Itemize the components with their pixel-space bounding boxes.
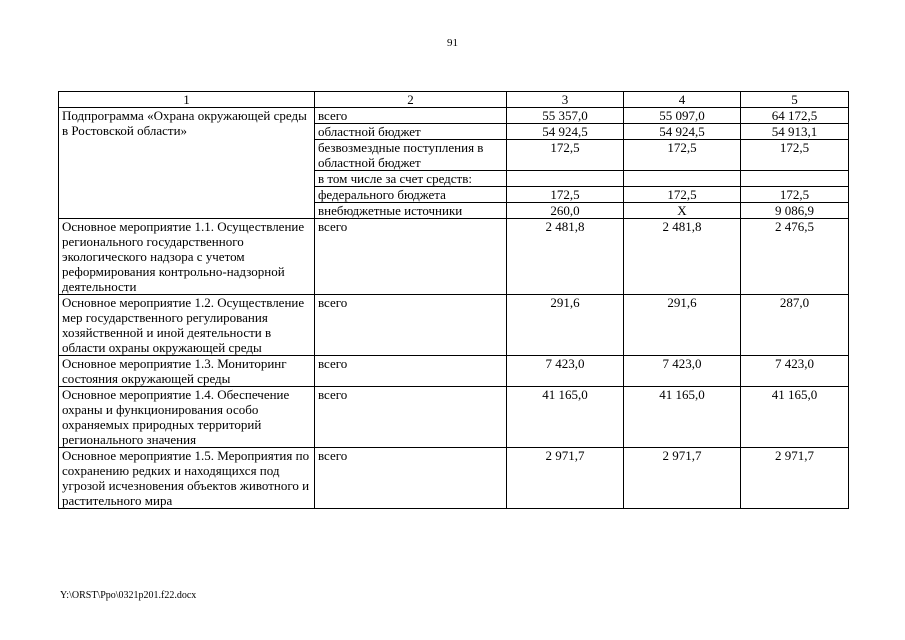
value-cell: 172,5 <box>624 187 741 203</box>
value-cell: 172,5 <box>741 187 849 203</box>
activity-name: Основное мероприятие 1.1. Осуществление регионального государственного экологического надзора с учетом реформирования контрольно-надзорной деятельности <box>59 219 315 295</box>
value-cell: 54 924,5 <box>624 124 741 140</box>
value-cell: 172,5 <box>741 140 849 171</box>
value-cell: 54 924,5 <box>507 124 624 140</box>
header-cell: 1 <box>59 92 315 108</box>
source-label: всего <box>315 219 507 295</box>
value-cell: 291,6 <box>507 295 624 356</box>
activity-name: Основное мероприятие 1.5. Мероприятия по сохранению редких и находящихся под угрозой исчезновения объектов животного и растительного мира <box>59 448 315 509</box>
value-cell: 172,5 <box>507 140 624 171</box>
page-number: 91 <box>447 37 458 49</box>
table-row <box>59 219 849 295</box>
value-cell: 54 913,1 <box>741 124 849 140</box>
header-cell: 2 <box>315 92 507 108</box>
source-label: всего <box>315 356 507 387</box>
value-cell: 2 971,7 <box>741 448 849 509</box>
source-label: всего <box>315 387 507 448</box>
source-label: всего <box>315 108 507 124</box>
value-cell: 64 172,5 <box>741 108 849 124</box>
header-cell: 3 <box>507 92 624 108</box>
value-cell: 9 086,9 <box>741 203 849 219</box>
value-cell: 55 357,0 <box>507 108 624 124</box>
source-label: всего <box>315 448 507 509</box>
source-label: областной бюджет <box>315 124 507 140</box>
source-label: всего <box>315 295 507 356</box>
value-cell <box>507 171 624 187</box>
value-cell: 41 165,0 <box>507 387 624 448</box>
value-cell: 287,0 <box>741 295 849 356</box>
table-row <box>59 356 849 387</box>
value-cell: 7 423,0 <box>507 356 624 387</box>
value-cell: 172,5 <box>624 140 741 171</box>
value-cell: 172,5 <box>507 187 624 203</box>
source-label: внебюджетные источники <box>315 203 507 219</box>
file-path-footer: Y:\ORST\Ppo\0321p201.f22.docx <box>60 590 197 601</box>
header-cell: 4 <box>624 92 741 108</box>
value-cell: 2 476,5 <box>741 219 849 295</box>
value-cell: 2 481,8 <box>624 219 741 295</box>
value-cell: 7 423,0 <box>624 356 741 387</box>
value-cell <box>624 171 741 187</box>
value-cell: Х <box>624 203 741 219</box>
value-cell: 2 971,7 <box>507 448 624 509</box>
activity-name: Основное мероприятие 1.4. Обеспечение охраны и функционирования особо охраняемых природных территорий регионального значения <box>59 387 315 448</box>
value-cell: 2 481,8 <box>507 219 624 295</box>
header-row <box>59 92 849 108</box>
source-label: в том числе за счет средств: <box>315 171 507 187</box>
table-row <box>59 108 849 124</box>
source-label: безвозмездные поступления в областной бюджет <box>315 140 507 171</box>
value-cell: 41 165,0 <box>624 387 741 448</box>
value-cell: 55 097,0 <box>624 108 741 124</box>
activity-name: Основное мероприятие 1.3. Мониторинг состояния окружающей среды <box>59 356 315 387</box>
value-cell: 2 971,7 <box>624 448 741 509</box>
value-cell <box>741 171 849 187</box>
table-row <box>59 295 849 356</box>
budget-table <box>58 91 849 509</box>
activity-name: Основное мероприятие 1.2. Осуществление мер государственного регулирования хозяйственной и иной деятельности в области охраны окружающей среды <box>59 295 315 356</box>
value-cell: 260,0 <box>507 203 624 219</box>
table-row <box>59 448 849 509</box>
value-cell: 41 165,0 <box>741 387 849 448</box>
value-cell: 291,6 <box>624 295 741 356</box>
header-cell: 5 <box>741 92 849 108</box>
table-row <box>59 387 849 448</box>
source-label: федерального бюджета <box>315 187 507 203</box>
subprogram-name: Подпрограмма «Охрана окружающей среды в Ростовской области» <box>59 108 315 219</box>
value-cell: 7 423,0 <box>741 356 849 387</box>
